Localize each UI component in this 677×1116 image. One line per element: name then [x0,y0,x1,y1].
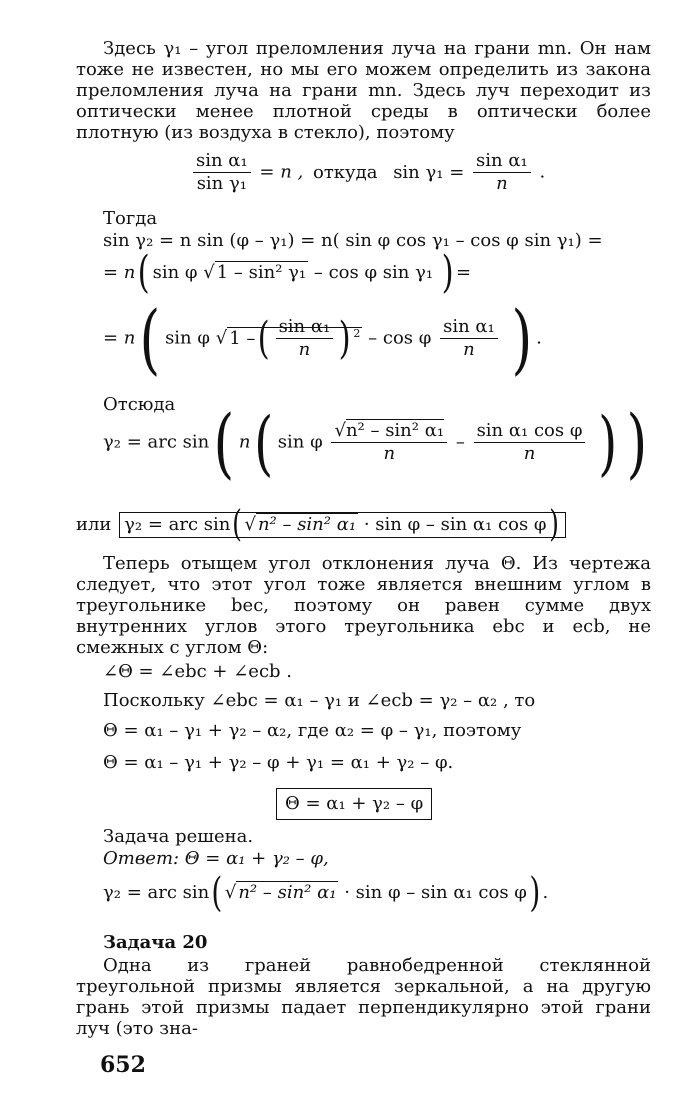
fraction-sqrt-over-n [331,420,447,465]
paren-left: ( [213,397,235,487]
fraction-sin-ratio [193,150,251,195]
fraction-denominator: n [298,339,311,360]
eq-minus: – [455,431,465,453]
eq-lhs: γ₂ = arc sin [103,882,210,903]
radicand: n² – sin² α₁ [345,420,445,441]
eq-tail: · sin φ – sin α₁ cos φ [344,882,527,903]
boxed-result [119,504,565,545]
paren-left: ( [232,504,243,545]
fraction-sin-over-n [276,316,334,361]
fraction-numerator: sin α₁ [276,316,334,339]
paren-left-inner: ( [254,401,274,484]
eq-end: . [536,327,542,349]
equation-expansion-2 [103,293,542,383]
equation-angles: Поскольку ∠ebc = α₁ – γ₁ и ∠ecb = γ₂ – α₂ , то [103,690,536,711]
exponent: 2 [353,326,361,340]
eq-sinphi: sin φ [165,327,210,349]
equation-answer-gamma2 [103,870,549,916]
fraction-numerator: sin α₁ [193,150,251,173]
paren-right: ) [441,247,454,298]
paragraph-deviation-angle: Теперь отыщем угол отклонения луча Θ. Из чертежа следует, что этот угол тоже является внешним углом в треугольнике bec, поэтому он равен сумме двух внутренних углов этого треугольника ebc и ecb, не смежных с углом Θ: [76,553,651,658]
equation-lhs: sin γ₁ = [393,161,465,183]
sqrt-expression: √ n² – sin² α₁ [244,514,357,535]
word-otkuda: откуда [313,161,378,183]
radicand: 1 – sin² γ₁ [216,262,307,283]
one-minus: 1 – [229,327,256,349]
fraction-sin-over-n [473,150,531,195]
sqrt-expression: √ n² – sin² α₁ [224,882,337,903]
eq-sinphi: sin φ [152,262,198,283]
eq-tail: – cos φ sin γ₁ [308,262,434,283]
paren-right-inner: ) [338,312,351,364]
equation-expansion-1 [103,247,472,298]
fraction-sin-cos-over-n [474,420,586,465]
eq-end: = [455,262,472,283]
paragraph-task-20: Одна из граней равнобедренной стеклянной треугольной призмы является зеркальной, а на другую грань этой призмы падает перпендикулярно этой грани луч (это зна- [76,955,651,1039]
eq-lhs: γ₂ = arc sin [103,431,210,453]
word-otsyuda: Отсюда [103,394,176,415]
paren-right: ) [510,293,532,383]
eq-end: . [542,882,549,903]
paren-right: ) [548,504,559,545]
answer-line: Ответ: Θ = α₁ + γ₂ – φ, [103,848,329,869]
equation-gamma2-boxed [76,504,566,545]
paren-left: ( [137,247,151,298]
fraction-numerator: sin α₁ [473,150,531,173]
eq-n: n [238,431,251,453]
fraction-denominator: n [496,173,508,194]
paren-right: ) [625,397,647,487]
word-ili: или [76,514,112,535]
equation-angle-sum: ∠Θ = ∠ebc + ∠ecb . [103,661,293,682]
page-number: 652 [100,1052,146,1078]
task-heading: Задача 20 [103,932,208,953]
eq-prefix: = n [103,327,136,349]
fraction-denominator: n [523,443,536,464]
task-solved: Задача решена. [103,826,254,847]
equation-snell [190,150,545,195]
sqrt-expression: √ 1 –( $\frac{\text{sin α₁}}{n}$ ) $^2$ [215,312,361,364]
paragraph-intro: Здесь γ₁ – угол преломления луча на грани mn. Он нам тоже не известен, но мы его можем определить из закона преломления луча на грани mn. Здесь луч переходит из оптически менее плотной среды в оптически более плотную (из воздуха в стекло), поэтому [76,38,651,143]
fraction-denominator: n [383,443,396,464]
radicand: n² – sin² α₁ [257,514,357,535]
paren-right-inner: ) [598,401,618,484]
fraction-sin-over-n-2 [440,316,498,361]
word-togda: Тогда [103,208,158,229]
radicand [227,312,362,364]
fraction-numerator: sin α₁ cos φ [474,420,586,443]
sqrt-expression: √ 1 – sin² γ₁ [203,262,307,283]
equation-theta-1: Θ = α₁ – γ₁ + γ₂ – α₂, где α₂ = φ – γ₁, поэтому [103,720,522,741]
radicand: n² – sin² α₁ [238,882,337,903]
fraction-numerator: sin α₁ [440,316,498,339]
paren-right: ) [529,870,541,916]
eq-minus-cos: – cos φ [368,327,432,349]
eq-prefix: = n [103,262,136,283]
boxed-result: Θ = α₁ + γ₂ – φ [276,788,432,820]
equation-sin-gamma2: sin γ₂ = n sin (φ – γ₁) = n( sin φ cos γ₁ – cos φ sin γ₁) = [103,230,603,251]
eq-sinphi: sin φ [277,431,323,453]
paren-left-inner: ( [257,312,270,364]
equation-equals-n: = n , [259,161,304,183]
paren-left: ( [139,293,161,383]
fraction-denominator: sin γ₁ [196,173,247,194]
eq-lhs: γ₂ = arc sin [124,514,231,535]
fraction-denominator: n [463,339,475,360]
paren-left: ( [211,870,223,916]
equation-theta-boxed [276,788,432,820]
period: . [539,161,546,183]
fraction-numerator: √n² – sin² α₁ [331,420,447,443]
eq-tail: · sin φ – sin α₁ cos φ [363,514,547,535]
equation-theta-2: Θ = α₁ – γ₁ + γ₂ – φ + γ₁ = α₁ + γ₂ – φ. [103,752,454,773]
